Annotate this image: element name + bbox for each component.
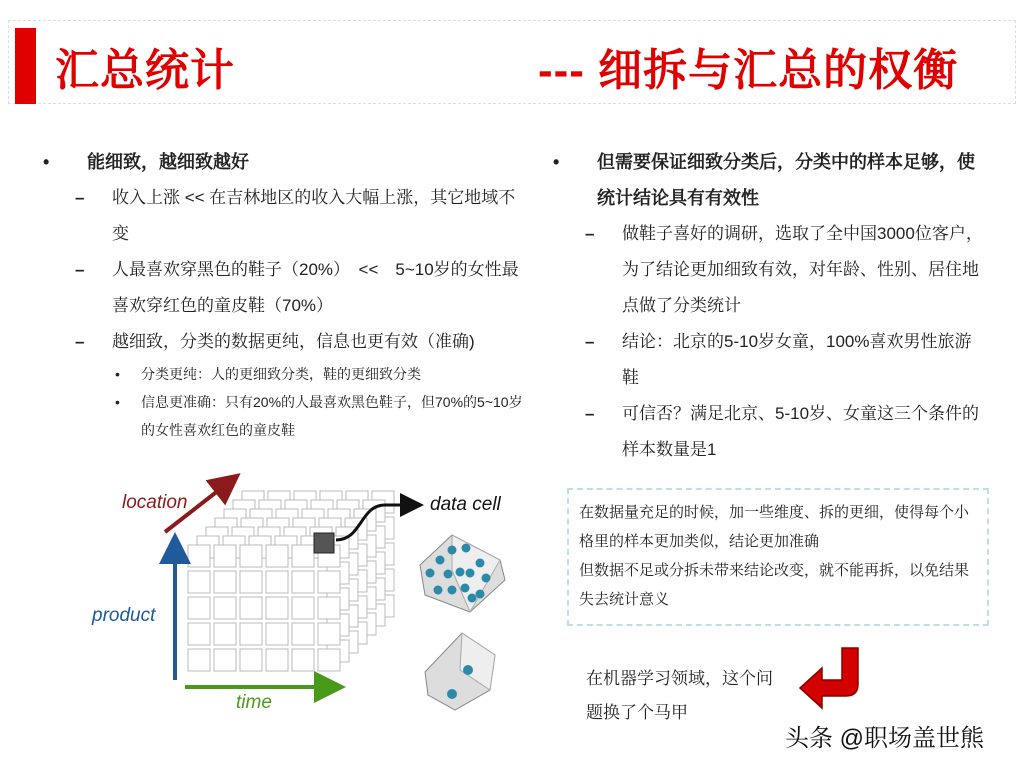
location-label: location — [122, 492, 188, 513]
sub-list-item: 信息更准确：只有20%的人最喜欢黑色鞋子，但70%的5~10岁的女性喜欢红色的童皮鞋 — [141, 394, 523, 438]
cube-cell — [318, 597, 340, 619]
list-item: 结论：北京的5-10岁女童，100%喜欢男性旅游鞋 — [622, 332, 972, 387]
list-item: 人最喜欢穿黑色的鞋子（20%） << 5~10岁的女性最喜欢穿红色的童皮鞋（70%） — [112, 260, 519, 315]
cube-cell — [188, 545, 210, 567]
data-point — [444, 570, 453, 579]
data-point — [466, 569, 475, 578]
ml-note: 在机器学习领域，这个问题换了个马甲 — [586, 669, 773, 722]
data-point — [468, 594, 477, 603]
cube-cell — [292, 649, 314, 671]
note-line: 但数据不足或分拆未带来结论改变，就不能再拆，以免结果失去统计意义 — [579, 562, 970, 608]
left-column: • 能细致，越细致越好 – 收入上涨 << 在吉林地区的收入大幅上涨，其它地域不变 – 人最喜欢穿黑色的鞋子（20%） << 5~10岁的女性最喜欢穿红色的童皮鞋（70%） – 越细致，分类的数据更纯，信息也更有效（准确) • 分类更纯：人的更细致分类，鞋的更细致分类 • 信息更准确：只有20%的人最喜欢黑色鞋子，但70%的5~10岁的女性喜欢红色的童皮鞋 — [43, 152, 523, 438]
note-line: 在数据量充足的时候，加一些维度、拆的更细，使得每个小格里的样本更加类似，结论更加准确 — [579, 504, 970, 550]
data-cell-few-points — [425, 633, 495, 710]
data-point — [456, 568, 465, 577]
data-cell-label: data cell — [430, 494, 501, 515]
list-item: 可信否？满足北京、5-10岁、女童这三个条件的样本数量是1 — [622, 404, 980, 459]
cube-cell — [188, 597, 210, 619]
product-label: product — [92, 605, 156, 626]
data-point — [476, 559, 485, 568]
cube-cell — [240, 649, 262, 671]
page-subtitle: --- 细拆与汇总的权衡 — [538, 46, 959, 95]
cube-cell — [240, 597, 262, 619]
time-label: time — [236, 692, 272, 713]
bullet-heading: 但需要保证细致分类后，分类中的样本足够，使统计结论具有有效性 — [597, 152, 975, 208]
right-column: • 但需要保证细致分类后，分类中的样本足够，使统计结论具有有效性 – 做鞋子喜好的调研，选取了全中国3000位客户，为了结论更加细致有效，对年龄、性别、居住地点做了分类统计 – 结论：北京的5-10岁女童，100%喜欢男性旅游鞋 – 可信否？满足北京、5-10岁、女童这三个条件的样本数量是1 — [553, 152, 983, 459]
cube-cell — [318, 571, 340, 593]
list-item: 做鞋子喜好的调研，选取了全中国3000位客户，为了结论更加细致有效，对年龄、性别、居住地点做了分类统计 — [622, 224, 983, 315]
list-item: 越细致，分类的数据更纯，信息也更有效（准确) — [112, 332, 475, 351]
data-cell-highlight — [314, 533, 334, 553]
data-point — [426, 569, 435, 578]
cube-cell — [214, 649, 236, 671]
cube-cell — [292, 597, 314, 619]
page-title: 汇总统计 — [55, 46, 235, 95]
cube-cell — [318, 623, 340, 645]
data-point — [476, 590, 485, 599]
cube-cell — [318, 649, 340, 671]
cube-cell — [266, 649, 288, 671]
cube-cell — [214, 571, 236, 593]
data-point — [461, 584, 470, 593]
cube-cell — [292, 623, 314, 645]
data-point — [448, 586, 457, 595]
cube-cell — [266, 545, 288, 567]
cube-cell — [266, 597, 288, 619]
cube-cell — [214, 545, 236, 567]
data-point — [434, 586, 443, 595]
cube-cell — [188, 649, 210, 671]
cube-cell — [266, 623, 288, 645]
bullet-heading: 能细致，越细致越好 — [87, 152, 249, 172]
sub-list-item: 分类更纯：人的更细致分类，鞋的更细致分类 — [141, 366, 421, 382]
data-point — [436, 556, 445, 565]
data-point — [462, 544, 471, 553]
cube-cell — [240, 545, 262, 567]
red-curved-arrow-icon — [800, 648, 858, 708]
cube-cell — [214, 597, 236, 619]
cube-cell — [188, 623, 210, 645]
data-point — [482, 574, 491, 583]
data-point — [448, 546, 457, 555]
cube-cell — [214, 623, 236, 645]
cube-cell — [240, 571, 262, 593]
watermark: 头条 @职场盖世熊 — [785, 725, 985, 752]
cube-cell — [240, 623, 262, 645]
cube-cell — [292, 545, 314, 567]
data-cell-many-points — [420, 535, 505, 612]
cube-cell — [266, 571, 288, 593]
cube-cell — [188, 571, 210, 593]
list-item: 收入上涨 << 在吉林地区的收入大幅上涨，其它地域不变 — [112, 188, 516, 243]
cube-cell — [292, 571, 314, 593]
